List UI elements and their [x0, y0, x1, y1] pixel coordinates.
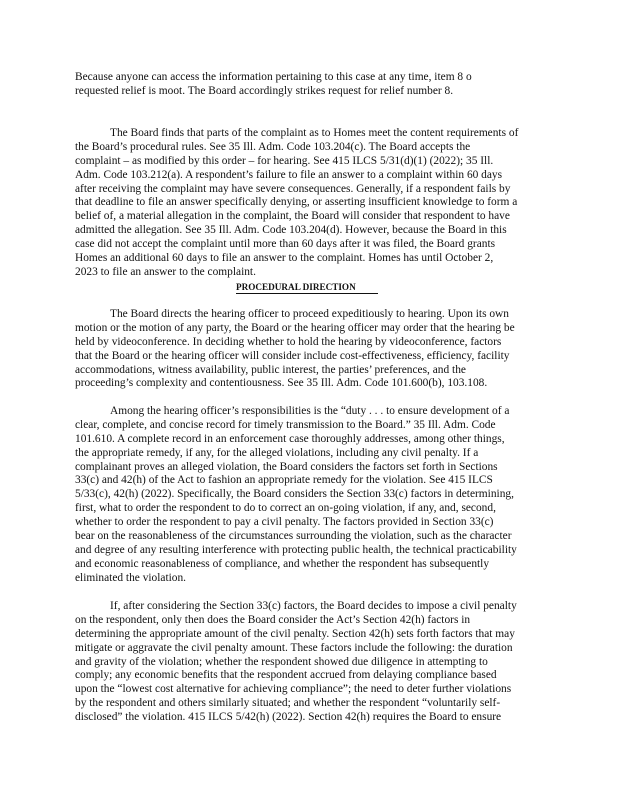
text-line: disclosed” the violation. 415 ILCS 5/42(h) (2022). Section 42(h) requires the Board to ensure	[75, 711, 502, 724]
text-line: first, what to order the respondent to do to correct an on-going violation, if any, and, second,	[75, 502, 496, 515]
text-line: mitigate or aggravate the civil penalty amount. These factors include the following: the duration	[75, 641, 513, 654]
text-line: Adm. Code 103.212(a). A respondent’s failure to file an answer to a complaint within 60 days	[75, 168, 503, 181]
text-line: after receiving the complaint may have severe consequences. Generally, if a respondent fails by	[75, 182, 511, 195]
paragraph-civil-penalty	[75, 600, 555, 725]
text-line: case did not accept the complaint until more than 60 days after it was filed, the Board grants	[75, 238, 496, 251]
text-line: upon the “lowest cost alternative for achieving compliance”; the need to deter further violations	[75, 683, 512, 696]
text-line: clear, complete, and concise record for timely transmission to the Board.” 35 Ill. Adm. Code	[75, 418, 496, 431]
text-line: the Board’s procedural rules. See 35 Ill. Adm. Code 103.204(c). The Board accepts the	[75, 140, 471, 153]
text-line: eliminated the violation.	[75, 571, 187, 584]
paragraph-hearing-direction	[75, 308, 555, 391]
text-line: held by videoconference. In deciding whether to hold the hearing by videoconference, factors	[75, 335, 502, 348]
text-line: whether to order the respondent to pay a civil penalty. The factors provided in Section 33(c)	[75, 516, 494, 529]
text-line: accommodations, witness availability, public interest, the parties’ preferences, and the	[75, 363, 466, 376]
text-line: 33(c) and 42(h) of the Act to fashion an appropriate remedy for the violation. See 415 ILCS	[75, 474, 493, 487]
text-line: that the Board or the hearing officer will consider include cost-effectiveness, efficiency, facility	[75, 349, 510, 362]
text-line: 2023 to file an answer to the complaint.	[75, 265, 256, 278]
text-line: complainant proves an alleged violation, the Board considers the factors set forth in Sections	[75, 460, 498, 473]
section-heading-procedural-direction: PROCEDURAL DIRECTION	[236, 281, 378, 294]
text-line: the appropriate remedy, if any, for the alleged violations, including any civil penalty. If a	[75, 446, 479, 459]
text-line: The Board finds that parts of the complaint as to Homes meet the content requirements of	[110, 127, 519, 139]
text-line: by the respondent and others similarly situated; and whether the respondent “voluntarily self-	[75, 697, 501, 710]
paragraph-hearing-officer-duties	[75, 405, 555, 586]
text-line: If, after considering the Section 33(c) factors, the Board decides to impose a civil penalty	[110, 600, 517, 612]
text-line: that deadline to file an answer specifically denying, or asserting insufficient knowledge to form a	[75, 196, 518, 209]
text-line: on the respondent, only then does the Board consider the Act’s Section 42(h) factors in	[75, 613, 471, 626]
text-line: belief of, a material allegation in the complaint, the Board will consider that respondent to have	[75, 210, 510, 223]
text-line: requested relief is moot. The Board accordingly strikes request for relief number 8.	[75, 84, 454, 97]
text-line: Homes an additional 60 days to file an answer to the complaint. Homes has until October 2,	[75, 252, 494, 265]
text-line: 101.610. A complete record in an enforcement case thoroughly addresses, among other things,	[75, 432, 505, 445]
text-line: admitted the allegation. See 35 Ill. Adm. Code 103.204(d). However, because the Board in this	[75, 224, 507, 237]
text-line: and degree of any resulting interference with protecting public health, the technical practicability	[75, 543, 517, 556]
text-line: The Board directs the hearing officer to proceed expeditiously to hearing. Upon its own	[110, 308, 509, 320]
text-line: and gravity of the violation; whether the respondent showed due diligence in attempting to	[75, 655, 488, 668]
paragraph-complaint-acceptance	[75, 127, 555, 280]
text-line: proceeding’s complexity and contentiousness. See 35 Ill. Adm. Code 101.600(b), 103.108.	[75, 377, 488, 390]
text-line: bear on the reasonableness of the circumstances surrounding the violation, such as the character	[75, 530, 512, 543]
text-line: Among the hearing officer’s responsibilities is the “duty . . . to ensure development of a	[110, 405, 510, 417]
text-line: determining the appropriate amount of the civil penalty. Section 42(h) sets forth factors that may	[75, 627, 515, 640]
text-line: complaint – as modified by this order – for hearing. See 415 ILCS 5/31(d)(1) (2022); 35 Ill.	[75, 154, 494, 167]
text-line: and economic reasonableness of compliance, and whether the respondent has subsequently	[75, 557, 490, 570]
text-line: comply; any economic benefits that the respondent accrued from delaying compliance based	[75, 669, 497, 682]
text-line: motion or the motion of any party, the Board or the hearing officer may order that the hearing be	[75, 321, 515, 334]
paragraph-relief-moot	[75, 71, 555, 99]
text-line: Because anyone can access the information pertaining to this case at any time, item 8 o	[75, 71, 472, 83]
text-line: 5/33(c), 42(h) (2022). Specifically, the Board considers the Section 33(c) factors in determining,	[75, 488, 514, 501]
